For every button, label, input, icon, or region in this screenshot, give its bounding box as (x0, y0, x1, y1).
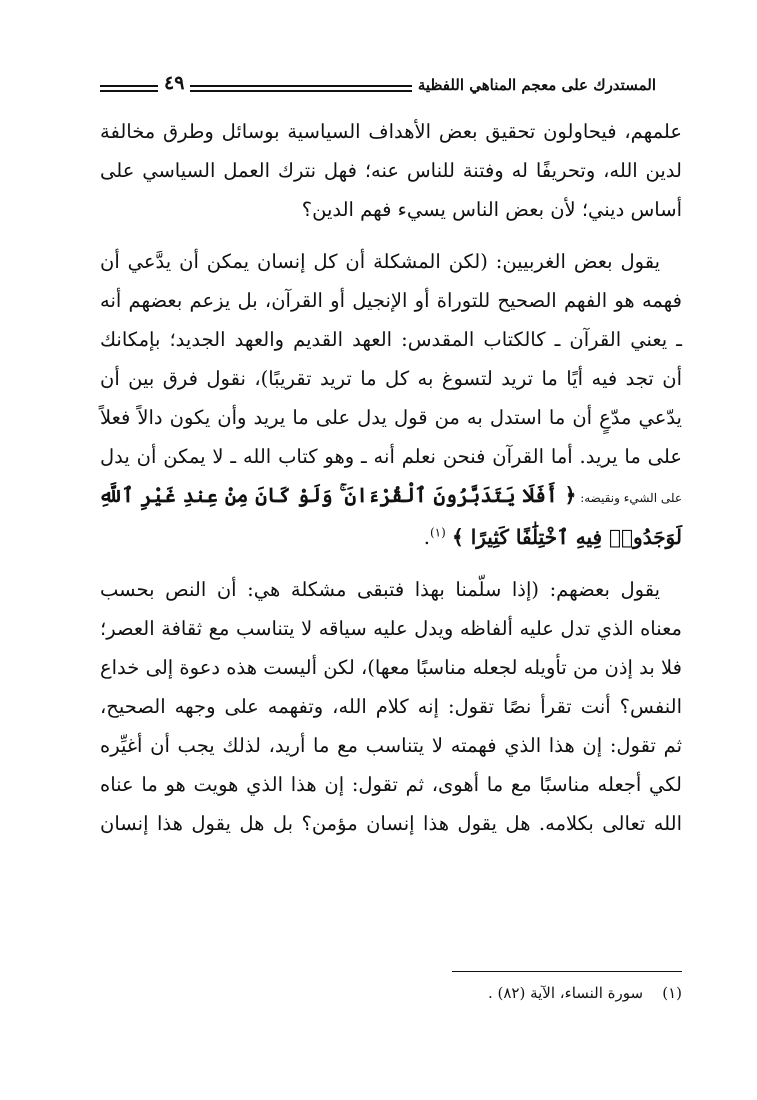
quran-verse-line-2 (100, 518, 682, 557)
paragraph-1 (100, 112, 682, 229)
text-line: ـ يعني القرآن ـ كالكتاب المقدس: العهد القديم والعهد الجديد؛ بإمكانك (100, 328, 682, 351)
text-line: يقول بعض الغربيين: (لكن المشكلة أن كل إنسان يمكن أن يدَّعي أن (100, 250, 660, 273)
header-rule-gap (662, 80, 682, 94)
page-number: ٤٩ (158, 72, 190, 94)
sentence-end: . (423, 526, 430, 549)
text-line: لكي أجعله مناسبًا مع ما أهوى، ثم تقول: إن هذا الذي هويت هو ما عناه (100, 773, 682, 796)
text-line: فلا بد إذن من تأويله لجعله مناسبًا معها)، لكن أليست هذه دعوة إلى خداع (100, 656, 682, 679)
text-line: على ما يريد. أما القرآن فنحن نعلم أنه ـ وهو كتاب الله ـ لا يمكن أن يدل (100, 445, 682, 468)
running-header (100, 70, 682, 106)
text-line: علمهم، فيحاولون تحقيق بعض الأهداف السياسية بوسائل وطرق مخالفة (100, 120, 682, 143)
text-line: معناه الذي تدل عليه ألفاظه ويدل عليه سياقه لا يتناسب مع ثقافة العصر؛ (100, 617, 682, 640)
header-title: المستدرك على معجم المناهي اللفظية (412, 76, 662, 94)
paragraph-2 (100, 242, 682, 557)
footnote-reference[interactable]: (١) (429, 525, 446, 540)
text-line: النفس؟ أنت تقرأ نصًا تقول: إنه كلام الله، وتفهمه على وجهه الصحيح، (100, 695, 682, 718)
text-line: أساس ديني؛ لأن بعض الناس يسيء فهم الدين؟ (301, 198, 682, 221)
body-text (100, 112, 682, 856)
quran-verse-part-1: ﴿ أَفَلَا يَتَدَبَّرُونَ ٱلْقُرْءَانَ ۚ وَلَوْ كَانَ مِنْ عِندِ غَيْرِ ٱللَّهِ (98, 483, 577, 507)
text-line: لدين الله، وتحريفًا له وفتنة للناس عنه؛ فهل نترك العمل السياسي على (100, 159, 682, 182)
quran-verse-part-2: لَوَجَدُوا۟ فِيهِ ٱخْتِلَٰفًا كَثِيرًا ﴾ (452, 525, 682, 549)
text-line: يدّعي مدّعٍ أن ما استدل به من قول يدل على ما يريد وأن يكون دالاً فعلاً (100, 406, 682, 429)
footnote (488, 984, 682, 1002)
text-line: يقول بعضهم: (إذا سلّمنا بهذا فتبقى مشكلة هي: أن النص بحسب (100, 578, 660, 601)
footnote-separator (452, 971, 682, 972)
footnote-text: سورة النساء، الآية (٨٢) . (487, 984, 644, 1002)
text-line: الله تعالى بكلامه. هل يقول هذا إنسان مؤمن؟ بل هل يقول هذا إنسان (100, 812, 682, 835)
paragraph-3 (100, 570, 682, 843)
text-line: أن تجد فيه أيًا ما تريد لتسوغ به كل ما تريد تقريبًا)، نقول فرق بين أن (100, 367, 682, 390)
text-line: فهمه هو الفهم الصحيح للتوراة أو الإنجيل أو القرآن، بل يزعم بعضهم أنه (100, 289, 682, 312)
text-line: ثم تقول: إن هذا الذي فهمته لا يتناسب مع ما أريد، لذلك يجب أن أغيِّره (100, 734, 682, 757)
quran-intro: على الشيء ونقيضه: (580, 491, 682, 505)
footnote-number: (١) (662, 984, 682, 1002)
quran-verse-line-1 (100, 476, 682, 518)
